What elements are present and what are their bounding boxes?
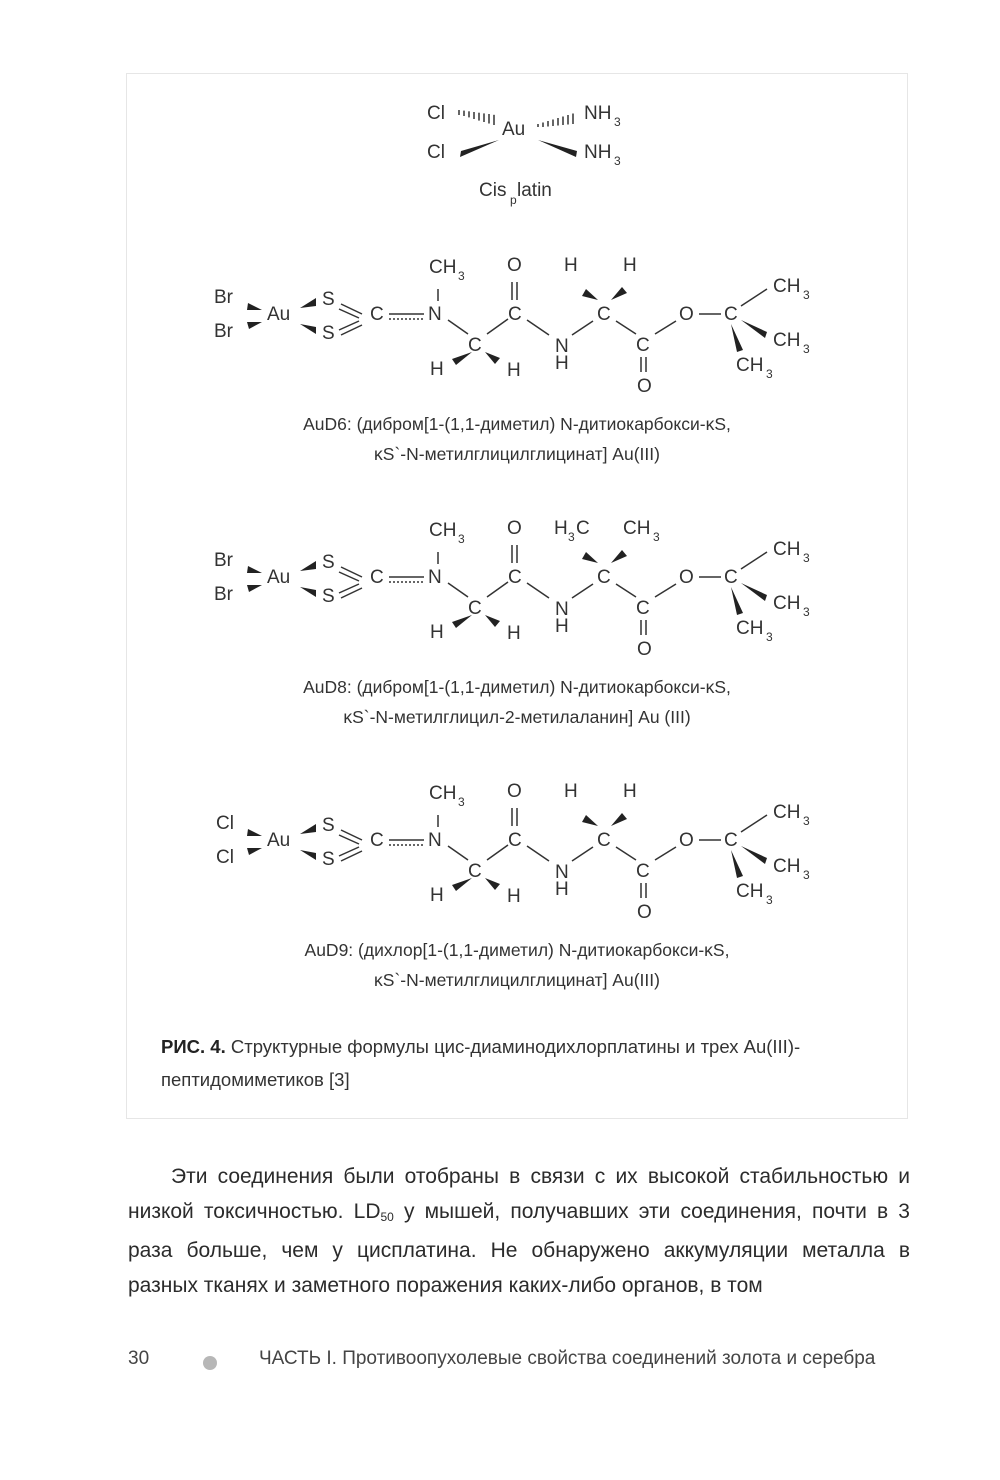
wedge-bond — [460, 140, 499, 157]
atom-o: O — [637, 639, 652, 660]
bond-line — [572, 847, 593, 861]
bond-line — [741, 552, 767, 569]
atom-cl: Cl — [427, 142, 445, 163]
wedge-bond — [300, 298, 316, 308]
wedge-bond — [741, 846, 767, 864]
bond-line — [572, 584, 593, 598]
figure-caption — [161, 1030, 881, 1096]
atom-nh: N — [555, 599, 569, 620]
atom-br: Br — [214, 321, 233, 342]
subscript-3: 3 — [766, 630, 773, 644]
subscript-3: 3 — [458, 532, 465, 546]
wedge-bond — [452, 878, 472, 891]
body-paragraph — [128, 1160, 910, 1303]
wedge-bond — [300, 850, 316, 860]
atom-c: C — [724, 830, 738, 851]
wedge-bond — [485, 615, 500, 627]
atom-h3c-c: C — [576, 518, 590, 539]
atom-cl: Cl — [427, 103, 445, 124]
wedge-bond — [300, 324, 316, 334]
caption-line: κS`-N-метилглицилглицинат] Au(III) — [374, 444, 660, 464]
wedge-bond — [247, 303, 262, 310]
bond-line — [341, 588, 362, 598]
aud6-caption — [126, 409, 908, 469]
atom-o: O — [637, 376, 652, 397]
subscript-3: 3 — [803, 605, 810, 619]
bond-line — [341, 304, 362, 314]
atom-cl: Cl — [216, 813, 234, 834]
atom-h: H — [555, 616, 569, 637]
subscript-3: 3 — [803, 868, 810, 882]
atom-c: C — [370, 304, 384, 325]
caption-line: κS`-N-метилглицил-2-метилаланин] Au (III) — [343, 707, 691, 727]
atom-c: C — [468, 335, 482, 356]
wedge-bond — [611, 287, 627, 300]
atom-ch3: CH — [773, 276, 801, 297]
caption-line: AuD8: (дибром[1-(1,1-диметил) N-дитиокарбокси-κS, — [303, 677, 731, 697]
atom-ch3: CH — [623, 518, 651, 539]
running-title: ЧАСТЬ I. Противоопухолевые свойства соединений золота и серебра — [259, 1348, 876, 1369]
atom-h3c: H — [554, 518, 568, 539]
atom-cl: Cl — [216, 847, 234, 868]
bond-line — [527, 583, 549, 598]
atom-au: Au — [267, 304, 291, 325]
subscript-3: 3 — [568, 530, 575, 544]
atom-c: C — [636, 598, 650, 619]
atom-au: Au — [502, 119, 526, 140]
atom-br: Br — [214, 287, 233, 308]
bond-line — [616, 321, 636, 334]
page-footer — [128, 1348, 918, 1378]
bond-line — [572, 321, 593, 335]
atom-c: C — [724, 567, 738, 588]
wedge-bond — [611, 813, 627, 826]
atom-c: C — [724, 304, 738, 325]
cisplatin-name-tail: latin — [517, 180, 552, 201]
atom-s: S — [322, 552, 335, 573]
page-number: 30 — [128, 1348, 150, 1369]
aud8-caption — [126, 672, 908, 732]
atom-au: Au — [267, 830, 291, 851]
ld-subscript: 50 — [380, 1209, 394, 1224]
atom-s: S — [322, 323, 335, 344]
wedge-bond — [452, 615, 472, 628]
atom-ch3: CH — [736, 881, 764, 902]
subscript-3: 3 — [803, 551, 810, 565]
atom-o: O — [679, 830, 694, 851]
wedge-bond — [247, 829, 262, 836]
atom-c: C — [636, 861, 650, 882]
wedge-bond — [247, 585, 262, 592]
body-text-part2: у мышей, получавших эти соединения, почти в 3 раза больше, чем у цисплатина. Не обнаружено аккумуляции металла в разных тканях и заметного поражения каких-либо органов, в том — [128, 1199, 910, 1297]
wedge-bond — [611, 550, 627, 563]
subscript-3: 3 — [803, 342, 810, 356]
atom-ch3: CH — [773, 856, 801, 877]
wedge-bond — [247, 848, 262, 855]
atom-n: N — [428, 830, 442, 851]
wedge-bond — [300, 587, 316, 597]
atom-h: H — [430, 885, 444, 906]
atom-br: Br — [214, 584, 233, 605]
atom-au: Au — [267, 567, 291, 588]
subscript-3: 3 — [458, 269, 465, 283]
body-text-part1: Эти соединения были отобраны в связи с их высокой стабильностью и низкой токсичностью. LD — [128, 1165, 910, 1223]
subscript-3: 3 — [458, 795, 465, 809]
bond-line — [527, 846, 549, 861]
hashed-bond-right — [538, 114, 573, 128]
subscript-3: 3 — [803, 288, 810, 302]
atom-c: C — [468, 861, 482, 882]
wedge-bond — [731, 324, 743, 352]
atom-s: S — [322, 815, 335, 836]
wedge-bond — [582, 289, 598, 300]
figure-label: РИС. 4. — [161, 1036, 226, 1057]
atom-o: O — [507, 518, 522, 539]
subscript-3: 3 — [803, 814, 810, 828]
wedge-bond — [300, 824, 316, 834]
atom-ch3: CH — [773, 802, 801, 823]
wedge-bond — [731, 587, 743, 615]
wedge-bond — [741, 320, 767, 338]
atom-h: H — [564, 781, 578, 802]
subscript-3: 3 — [766, 367, 773, 381]
atom-ch3: CH — [773, 593, 801, 614]
atom-s: S — [322, 289, 335, 310]
bond-line — [341, 830, 362, 840]
wedge-bond — [300, 561, 316, 571]
atom-c: C — [508, 830, 522, 851]
bond-line — [616, 847, 636, 860]
subscript-3: 3 — [653, 530, 660, 544]
atom-c: C — [370, 567, 384, 588]
atom-br: Br — [214, 550, 233, 571]
atom-o: O — [679, 567, 694, 588]
wedge-bond — [582, 552, 598, 563]
bond-line — [741, 815, 767, 832]
bond-line — [487, 319, 508, 334]
wedge-bond — [741, 583, 767, 601]
wedge-bond — [582, 815, 598, 826]
atom-o: O — [679, 304, 694, 325]
bond-line — [341, 325, 362, 335]
aud9-caption — [126, 935, 908, 995]
bond-line — [487, 845, 508, 860]
atom-h: H — [430, 359, 444, 380]
atom-h: H — [564, 255, 578, 276]
wedge-bond — [452, 352, 472, 365]
aud6-structure — [214, 255, 810, 397]
atom-nh3: NH — [584, 103, 612, 124]
cisplatin-structure — [427, 103, 621, 207]
wedge-bond — [538, 140, 577, 157]
figure-caption-text: Структурные формулы цис-диаминодихлорплатины и трех Au(III)-пептидомиметиков [3] — [161, 1036, 801, 1090]
atom-s: S — [322, 849, 335, 870]
atom-h: H — [430, 622, 444, 643]
subscript-3: 3 — [614, 115, 621, 129]
caption-line: κS`-N-метилглицилглицинат] Au(III) — [374, 970, 660, 990]
wedge-bond — [731, 850, 743, 878]
atom-n: N — [428, 567, 442, 588]
bond-line — [448, 846, 468, 860]
atom-n: N — [428, 304, 442, 325]
atom-o: O — [507, 255, 522, 276]
atom-h: H — [555, 353, 569, 374]
subscript-3: 3 — [614, 154, 621, 168]
bond-line — [448, 320, 468, 334]
aud8-structure — [214, 518, 810, 660]
atom-ch3: CH — [429, 520, 457, 541]
atom-nh: N — [555, 862, 569, 883]
atom-ch3: CH — [736, 618, 764, 639]
bond-line — [655, 321, 676, 334]
atom-c: C — [597, 830, 611, 851]
bond-line — [655, 847, 676, 860]
bullet-dot-icon — [203, 1356, 217, 1370]
atom-c: C — [636, 335, 650, 356]
atom-ch3: CH — [773, 330, 801, 351]
atom-ch3: CH — [736, 355, 764, 376]
bond-line — [341, 851, 362, 861]
atom-c: C — [508, 304, 522, 325]
wedge-bond — [485, 352, 500, 364]
atom-ch3: CH — [429, 783, 457, 804]
aud9-structure — [216, 781, 810, 923]
bond-line — [487, 582, 508, 597]
atom-c: C — [468, 598, 482, 619]
atom-h: H — [555, 879, 569, 900]
bond-line — [741, 289, 767, 306]
hashed-bond-left — [459, 110, 494, 125]
atom-h: H — [507, 360, 521, 381]
atom-o: O — [637, 902, 652, 923]
cisplatin-name-sub: p — [510, 193, 517, 207]
bond-line — [527, 320, 549, 335]
wedge-bond — [485, 878, 500, 890]
atom-ch3: CH — [773, 539, 801, 560]
atom-nh: N — [555, 336, 569, 357]
atom-h: H — [623, 255, 637, 276]
subscript-3: 3 — [766, 893, 773, 907]
atom-h: H — [623, 781, 637, 802]
atom-c: C — [597, 304, 611, 325]
wedge-bond — [247, 566, 262, 573]
atom-h: H — [507, 623, 521, 644]
wedge-bond — [247, 322, 262, 329]
bond-line — [341, 567, 362, 577]
atom-ch3: CH — [429, 257, 457, 278]
atom-o: O — [507, 781, 522, 802]
atom-nh3: NH — [584, 142, 612, 163]
cisplatin-name: Cis — [479, 180, 507, 201]
caption-line: AuD9: (дихлор[1-(1,1-диметил) N-дитиокарбокси-κS, — [304, 940, 730, 960]
caption-line: AuD6: (дибром[1-(1,1-диметил) N-дитиокарбокси-κS, — [303, 414, 731, 434]
bond-line — [616, 584, 636, 597]
bond-line — [655, 584, 676, 597]
atom-s: S — [322, 586, 335, 607]
atom-c: C — [370, 830, 384, 851]
atom-c: C — [508, 567, 522, 588]
atom-h: H — [507, 886, 521, 907]
bond-line — [448, 583, 468, 597]
atom-c: C — [597, 567, 611, 588]
